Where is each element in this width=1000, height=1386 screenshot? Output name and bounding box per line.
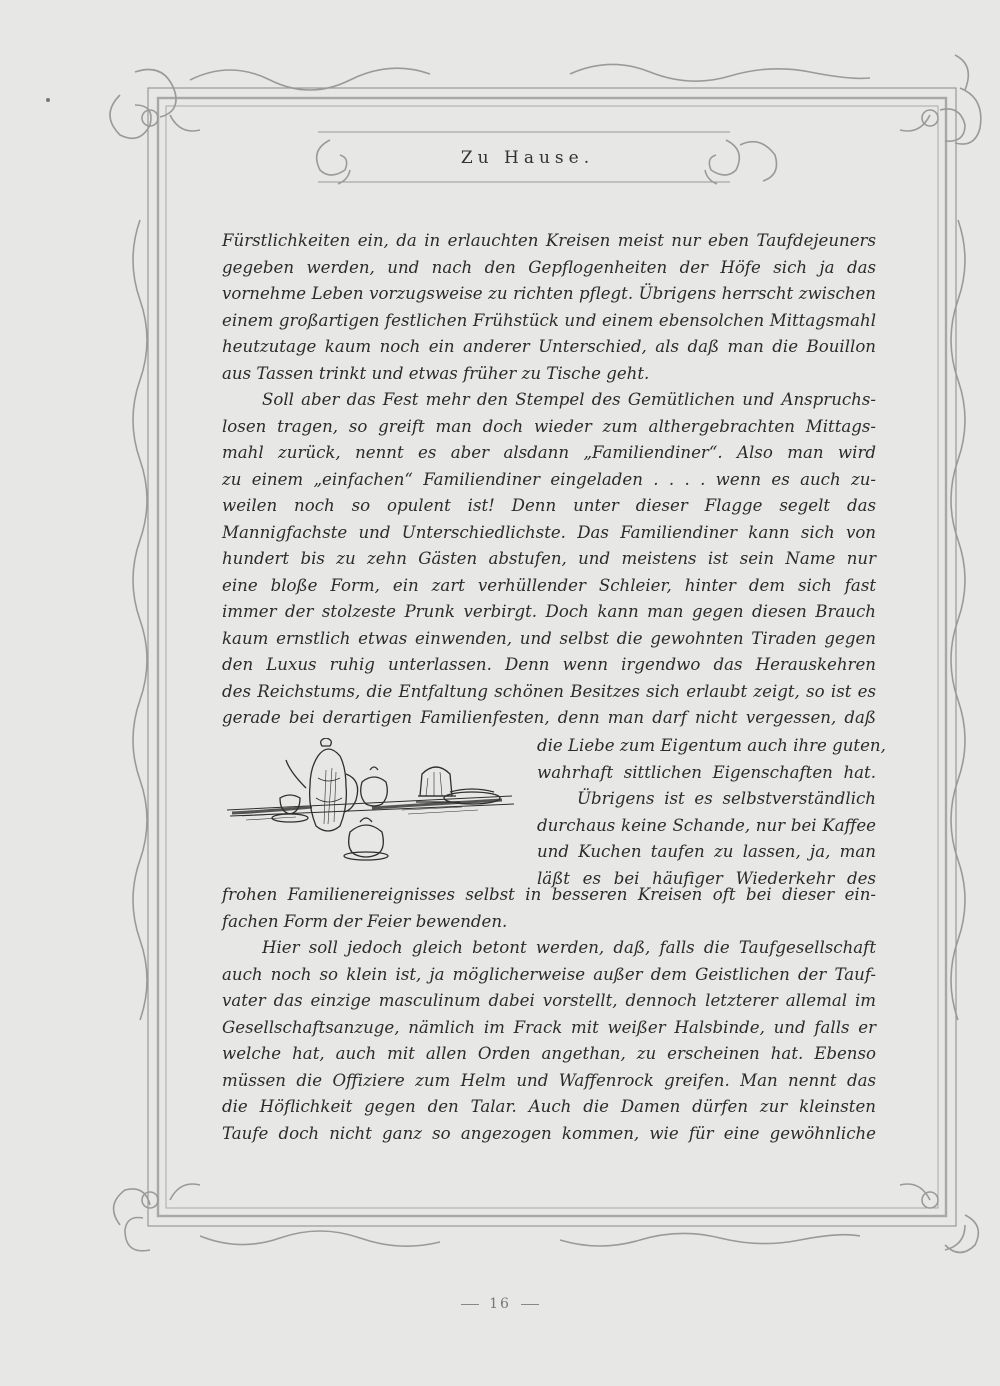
text-line: Taufe doch nicht ganz so angezogen kommen, wie für eine gewöhnliche: [222, 1123, 876, 1143]
text-line: eine bloße Form, ein zart verhüllender Schleier, hinter dem sich fast: [222, 575, 876, 595]
text-line: mahl zurück, nennt es aber alsdann „Familiendiner“. Also man wird: [222, 443, 876, 462]
running-header: [330, 138, 725, 178]
text-line: und Kuchen taufen zu lassen, ja, man: [537, 842, 876, 861]
body-text-bottom: [222, 882, 876, 1147]
text-line: durchaus keine Schande, nur bei Kaffee: [537, 815, 876, 835]
body-text-top: [222, 228, 876, 732]
text-line: gerade bei derartigen Familienfesten, denn man darf nicht vergessen, daß: [222, 708, 876, 727]
text-line: frohen Familienereignisses selbst in besseren Kreisen oft bei dieser ein-: [222, 885, 876, 904]
text-line: wahrhaft sittlichen Eigenschaften hat.: [537, 762, 876, 782]
body-text-beside-illustration: [537, 733, 886, 892]
text-line: weilen noch so opulent ist! Denn unter dieser Flagge segelt das: [222, 496, 876, 515]
text-line: hundert bis zu zehn Gästen abstufen, und meistens ist sein Name nur: [222, 549, 876, 568]
text-line: losen tragen, so greift man doch wieder zum althergebrachten Mittags-: [222, 416, 876, 436]
text-line: Soll aber das Fest mehr den Stempel des Gemütlichen und Anspruchs-: [262, 390, 876, 409]
text-line: welche hat, auch mit allen Orden angethan, zu erscheinen hat. Ebenso: [222, 1044, 876, 1063]
coffee-service-icon: [222, 738, 522, 870]
text-line: vater das einzige masculinum dabei vorstellt, dennoch letzterer allemal im: [222, 991, 876, 1010]
text-line: einem großartigen festlichen Frühstück und einem ebensolchen Mittagsmahl: [222, 310, 876, 330]
text-line: Gesellschaftsanzuge, nämlich im Frack mit weißer Halsbinde, und falls er: [222, 1017, 876, 1037]
text-line: immer der stolzeste Prunk verbirgt. Doch kann man gegen diesen Brauch: [222, 602, 876, 621]
text-line: müssen die Offiziere zum Helm und Waffenrock greifen. Man nennt das: [222, 1070, 876, 1090]
text-line: vornehme Leben vorzugsweise zu richten pflegt. Übrigens herrscht zwischen: [222, 284, 876, 303]
text-line: zu einem „einfachen“ Familiendiner eingeladen . . . . wenn es auch zu-: [222, 469, 876, 489]
text-line: aus Tassen trinkt und etwas früher zu Tische geht.: [222, 363, 650, 383]
text-line: läßt es bei häufiger Wiederkehr des: [537, 868, 876, 888]
page-number-value: 16: [489, 1296, 511, 1312]
text-line: auch noch so klein ist, ja möglicherweise außer dem Geistlichen der Tauf-: [222, 964, 876, 984]
page-number: [0, 1296, 1000, 1312]
text-line: gegeben werden, und nach den Gepflogenheiten der Höfe sich ja das: [222, 257, 876, 277]
text-line: Übrigens ist es selbstverständlich: [577, 789, 876, 808]
text-line: kaum ernstlich etwas einwenden, und selbst die gewohnten Tiraden gegen: [222, 628, 876, 648]
text-line: des Reichstums, die Entfaltung schönen Besitzes sich erlaubt zeigt, so ist es: [222, 681, 876, 701]
text-line: Mannigfachste und Unterschiedlichste. Das Familiendiner kann sich von: [222, 522, 876, 542]
text-line: die Liebe zum Eigentum auch ihre guten,: [537, 736, 886, 755]
text-line: fachen Form der Feier bewenden.: [222, 911, 508, 931]
text-line: heutzutage kaum noch ein anderer Unterschied, als daß man die Bouillon: [222, 337, 876, 356]
text-line: den Luxus ruhig unterlassen. Denn wenn irgendwo das Herauskehren: [222, 655, 876, 674]
text-line: Fürstlichkeiten ein, da in erlauchten Kreisen meist nur eben Taufdejeuners: [222, 231, 876, 250]
text-line: die Höflichkeit gegen den Talar. Auch die Damen dürfen zur kleinsten: [222, 1097, 876, 1116]
header-title: Zu Hause.: [460, 148, 595, 168]
text-line: Hier soll jedoch gleich betont werden, daß, falls die Taufgesellschaft: [262, 938, 876, 957]
